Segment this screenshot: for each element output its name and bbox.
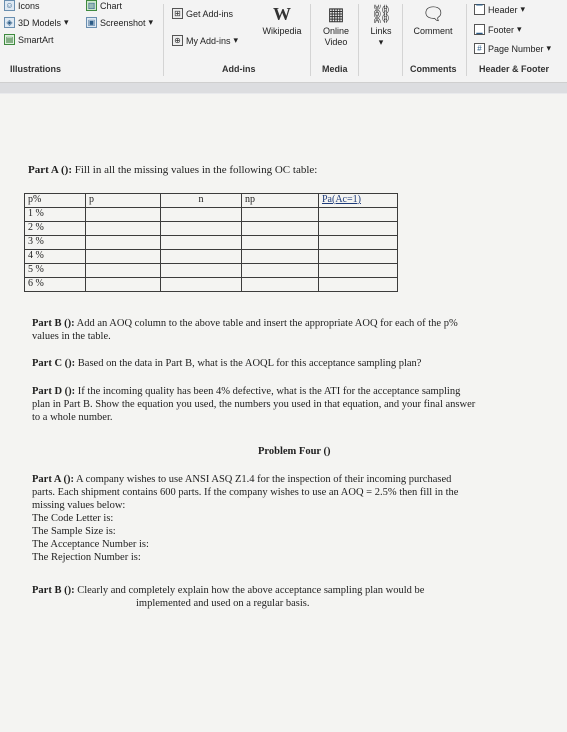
online-video-label-1: Online [322, 26, 349, 36]
table-cell [242, 222, 319, 236]
separator [163, 4, 164, 76]
get-addins-button[interactable] [172, 8, 233, 19]
smartart-label: SmartArt [18, 34, 54, 45]
table-cell: 4 % [25, 250, 86, 264]
screenshot-button[interactable] [86, 17, 153, 28]
comment-icon: 🗨 [422, 4, 445, 24]
rejection-number-line: The Rejection Number is: [32, 552, 141, 563]
dropdown-arrow-icon: ▾ [546, 43, 552, 53]
table-cell [319, 236, 398, 250]
table-cell: 2 % [25, 222, 86, 236]
addins-icon: ⊕ [172, 35, 183, 46]
smartart-icon: ▤ [5, 35, 14, 44]
table-cell [319, 278, 398, 292]
dropdown-arrow-icon: ▾ [378, 37, 384, 47]
p4-part-a-line3: missing values below: [32, 500, 126, 511]
icons-label: Icons [18, 0, 40, 11]
header-footer-group-label: Header & Footer [479, 64, 550, 74]
comment-label: Comment [413, 26, 453, 36]
separator [358, 4, 359, 76]
part-b-line1: Add an AOQ column to the above table and insert the appropriate AOQ for each of the p% [76, 318, 458, 329]
table-cell [242, 264, 319, 278]
ribbon [0, 0, 567, 83]
page-number-button[interactable] [474, 43, 551, 54]
dropdown-arrow-icon: ▾ [64, 17, 69, 27]
icons-button[interactable] [4, 0, 40, 11]
table-cell [86, 208, 161, 222]
online-video-label-2: Video [324, 37, 348, 47]
header-p-percent: p% [25, 194, 86, 208]
icons-icon: ☺ [5, 1, 14, 10]
table-cell [161, 208, 242, 222]
table-cell: 5 % [25, 264, 86, 278]
table-cell [319, 222, 398, 236]
addins-group-label: Add-ins [222, 64, 256, 74]
table-row [25, 236, 398, 250]
table-cell [86, 236, 161, 250]
p4-part-a-line2: parts. Each shipment contains 600 parts. If the company wishes to use an AOQ = 2.5% then fill in the [32, 487, 459, 498]
table-cell [161, 236, 242, 250]
p4-part-a-label: Part A (): [32, 474, 74, 485]
media-group-label: Media [322, 64, 348, 74]
links-button[interactable] [364, 4, 398, 48]
part-a-text: Fill in all the missing values in the following OC table: [74, 164, 318, 176]
page-number-icon: # [474, 43, 485, 54]
table-cell [161, 278, 242, 292]
separator [310, 4, 311, 76]
wikipedia-icon: W [273, 4, 291, 24]
part-c-paragraph [32, 357, 421, 370]
separator [402, 4, 403, 76]
part-d-line1: If the incoming quality has been 4% defective, what is the ATI for the acceptance sampling [77, 386, 461, 397]
table-cell [161, 222, 242, 236]
link-icon: ⛓ [370, 4, 393, 24]
part-b-label: Part B (): [32, 318, 75, 329]
footer-label: Footer [488, 24, 515, 35]
table-cell [319, 208, 398, 222]
acceptance-number-line: The Acceptance Number is: [32, 539, 149, 550]
part-d-label: Part D (): [32, 386, 76, 397]
table-cell: 1 % [25, 208, 86, 222]
sample-size-line: The Sample Size is: [32, 526, 116, 537]
my-addins-label: My Add-ins [186, 35, 231, 46]
footer-button[interactable] [474, 24, 522, 35]
p4-part-b-label: Part B (): [32, 585, 75, 596]
table-cell [242, 236, 319, 250]
table-row [25, 222, 398, 236]
table-row [25, 278, 398, 292]
part-c-label: Part C (): [32, 358, 76, 369]
3d-models-label: 3D Models [18, 17, 62, 28]
my-addins-button[interactable] [172, 35, 238, 46]
part-c-text: Based on the data in Part B, what is the AOQL for this acceptance sampling plan? [77, 358, 422, 369]
canvas-gap [0, 83, 567, 93]
part-b-paragraph [32, 317, 458, 343]
footer-icon: ▁ [474, 24, 485, 35]
part-d-line2: plan in Part B. Show the equation you used, the numbers you used in that equation, and your final answer [32, 399, 476, 410]
header-pa: Pa(Ac=1) [319, 194, 398, 208]
code-letter-line: The Code Letter is: [32, 513, 114, 524]
table-cell [242, 208, 319, 222]
table-row [25, 264, 398, 278]
p4-part-b-line1: Clearly and completely explain how the above acceptance sampling plan would be [77, 585, 425, 596]
table-header-row [25, 194, 398, 208]
cube-icon: ◈ [4, 17, 15, 28]
header-p: p [86, 194, 161, 208]
table-cell [161, 264, 242, 278]
table-cell [319, 264, 398, 278]
dropdown-arrow-icon: ▾ [233, 35, 239, 45]
header-button[interactable] [474, 4, 525, 15]
header-label: Header [488, 4, 518, 15]
header-np: np [242, 194, 319, 208]
part-d-line3: to a whole number. [32, 412, 113, 423]
table-cell [242, 278, 319, 292]
table-cell [86, 250, 161, 264]
table-row [25, 250, 398, 264]
links-label: Links [370, 26, 392, 36]
problem-four-heading: Problem Four () [258, 446, 331, 457]
comments-group-label: Comments [410, 64, 457, 74]
oc-table [24, 193, 398, 292]
part-b-line2: values in the table. [32, 331, 111, 342]
dropdown-arrow-icon: ▾ [520, 4, 526, 14]
header-n: n [161, 194, 242, 208]
dropdown-arrow-icon: ▾ [148, 17, 154, 27]
illustrations-group-label: Illustrations [10, 64, 62, 74]
get-addins-label: Get Add-ins [186, 8, 234, 19]
part-d-paragraph [32, 385, 475, 424]
chart-label: Chart [100, 0, 123, 11]
store-icon: ⊞ [172, 8, 183, 19]
comment-button[interactable] [408, 4, 458, 37]
table-cell: 6 % [25, 278, 86, 292]
page-number-label: Page Number [488, 43, 544, 54]
screenshot-label: Screenshot [100, 17, 146, 28]
table-row [25, 208, 398, 222]
wikipedia-label: Wikipedia [262, 26, 302, 36]
table-cell [242, 250, 319, 264]
chart-button[interactable] [86, 0, 122, 11]
dropdown-arrow-icon: ▾ [517, 24, 522, 34]
separator [466, 4, 467, 76]
p4-part-b-paragraph [32, 584, 424, 610]
table-cell [86, 222, 161, 236]
table-cell [86, 264, 161, 278]
3d-models-button[interactable] [4, 17, 69, 28]
screenshot-icon: ▣ [87, 18, 96, 27]
part-a-heading [28, 164, 317, 177]
online-video-button[interactable] [316, 4, 356, 48]
chart-icon: ▥ [87, 1, 96, 10]
video-icon: ▦ [327, 4, 345, 24]
table-cell [319, 250, 398, 264]
table-cell: 3 % [25, 236, 86, 250]
smartart-button[interactable] [4, 34, 54, 45]
wikipedia-button[interactable] [258, 4, 306, 37]
p4-part-b-line2: implemented and used on a regular basis. [136, 598, 310, 609]
part-a-label: Part A (): [28, 164, 72, 176]
table-cell [161, 250, 242, 264]
p4-part-a-line1: A company wishes to use ANSI ASQ Z1.4 for the inspection of their incoming purchased [76, 474, 452, 485]
p4-part-a-paragraph [32, 473, 458, 564]
table-cell [86, 278, 161, 292]
header-icon: ▔ [474, 4, 485, 15]
